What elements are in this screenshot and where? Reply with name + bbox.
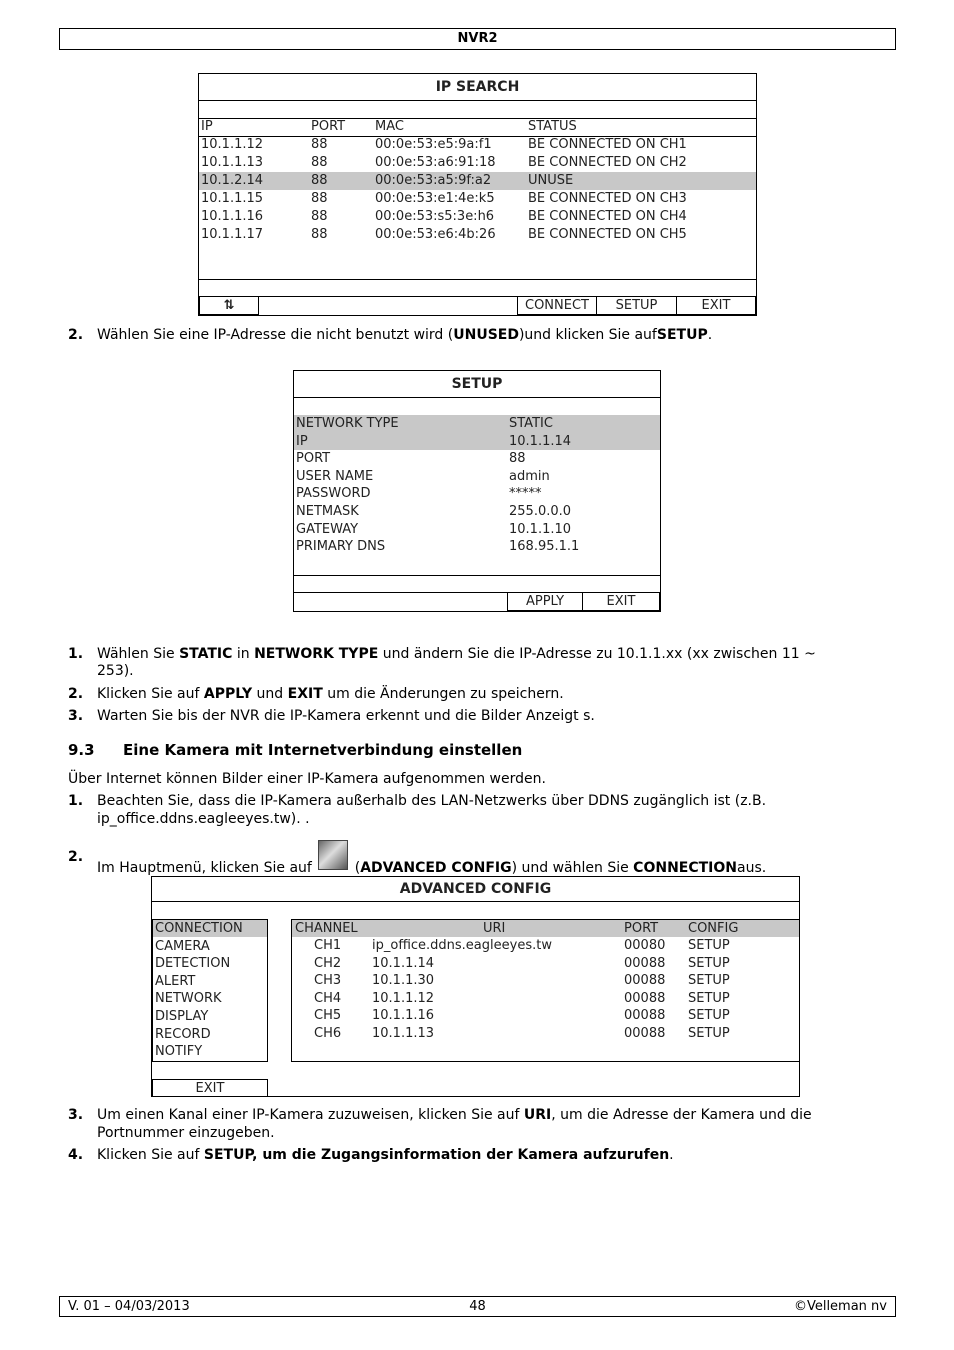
footer-version: V. 01 – 04/03/2013 (68, 1299, 190, 1314)
setup-row[interactable] (294, 468, 660, 486)
channel-row[interactable] (292, 955, 799, 973)
ip-row-status: BE CONNECTED ON CH2 (528, 155, 687, 170)
ip-search-title: IP SEARCH (435, 79, 520, 95)
col-header-port: PORT (311, 119, 346, 134)
channel-row[interactable] (292, 990, 799, 1008)
channel-row[interactable] (292, 937, 799, 955)
menu-item-notify[interactable]: NOTIFY (155, 1044, 203, 1060)
advanced-config-title: ADVANCED CONFIG (399, 881, 552, 897)
ip-search-row[interactable] (199, 208, 756, 226)
setup-row-value: 88 (509, 451, 526, 467)
page-footer (59, 1296, 896, 1317)
header-title: NVR2 (457, 31, 498, 46)
ip-row-port: 88 (311, 227, 328, 242)
col-header-port: PORT (624, 921, 659, 936)
ip-row-status: BE CONNECTED ON CH3 (528, 191, 687, 206)
section-title: Eine Kamera mit Internetverbindung einstellen (123, 741, 523, 759)
setup-row[interactable] (294, 415, 660, 433)
col-header-ip: IP (201, 119, 213, 134)
ip-search-row[interactable] (199, 172, 756, 190)
advanced-menu (152, 919, 268, 1062)
ip-search-row[interactable] (199, 154, 756, 172)
channel-table (291, 919, 800, 1062)
step-d3-text-line2: Portnummer einzugeben. (97, 1125, 275, 1141)
setup-row-value: 10.1.1.14 (509, 433, 572, 449)
ip-row-mac: 00:0e:53:e5:9a:f1 (375, 137, 492, 152)
setup-title: SETUP (451, 376, 503, 392)
col-header-mac: MAC (375, 119, 404, 134)
channel-row-config[interactable]: SETUP (688, 973, 730, 989)
ip-search-row[interactable] (199, 190, 756, 208)
channel-row-config[interactable]: SETUP (688, 938, 730, 953)
menu-item-detection[interactable]: DETECTION (155, 956, 231, 972)
channel-row[interactable] (292, 1007, 799, 1025)
setup-row[interactable] (294, 521, 660, 539)
ip-row-ip: 10.1.1.13 (201, 155, 264, 170)
ip-search-panel (198, 73, 757, 316)
channel-row-channel: CH1 (314, 938, 342, 953)
setup-button[interactable]: SETUP (596, 296, 677, 315)
col-header-config: CONFIG (688, 921, 739, 936)
step-b2-number: 2. (68, 686, 84, 702)
channel-row-uri[interactable]: 10.1.1.14 (372, 955, 435, 971)
channel-row-uri[interactable]: 10.1.1.13 (372, 1026, 435, 1041)
channel-row-channel: CH2 (314, 955, 342, 971)
step-b1-text: Wählen Sie STATIC in NETWORK TYPE und ändern Sie die IP-Adresse zu 10.1.1.xx (xx zwischen 11 ~ (97, 646, 816, 662)
ip-search-row[interactable] (199, 226, 756, 244)
ip-row-mac: 00:0e:53:a5:9f:a2 (375, 173, 492, 188)
step-c1-text-line2: ip_office.ddns.eagleeyes.tw). . (97, 811, 310, 827)
setup-row-label: USER NAME (296, 468, 374, 484)
setup-row-value: ***** (509, 486, 542, 502)
ip-row-port: 88 (311, 173, 328, 188)
ip-row-status: BE CONNECTED ON CH4 (528, 209, 687, 224)
ip-row-status: BE CONNECTED ON CH1 (528, 137, 687, 152)
channel-row-uri[interactable]: 10.1.1.16 (372, 1008, 435, 1024)
channel-row-config[interactable]: SETUP (688, 955, 730, 971)
menu-item-display[interactable]: DISPLAY (155, 1009, 209, 1024)
setup-row-value: 255.0.0.0 (509, 504, 572, 519)
ip-row-port: 88 (311, 191, 328, 206)
footer-page-number: 48 (469, 1299, 486, 1314)
ip-row-ip: 10.1.1.16 (201, 209, 264, 224)
ip-row-port: 88 (311, 155, 328, 170)
channel-row[interactable] (292, 972, 799, 990)
setup-row[interactable] (294, 485, 660, 503)
step-d3-text: Um einen Kanal einer IP-Kamera zuzuweisen, klicken Sie auf URI, um die Adresse der Kamera und die (97, 1107, 812, 1123)
channel-row-channel: CH3 (314, 973, 342, 989)
channel-row-port: 00088 (624, 973, 666, 989)
step-d3-number: 3. (68, 1107, 84, 1123)
footer-copyright: ©Velleman nv (793, 1299, 887, 1314)
channel-row-uri[interactable]: 10.1.1.30 (372, 973, 435, 989)
menu-item-connection[interactable]: CONNECTION (155, 921, 243, 936)
step-a-text: Wählen Sie eine IP-Adresse die nicht benutzt wird (UNUSED)und klicken Sie aufSETUP. (97, 327, 713, 343)
setup-row-label: GATEWAY (296, 521, 359, 537)
ip-search-row[interactable] (199, 136, 756, 154)
ip-row-ip: 10.1.2.14 (201, 173, 264, 188)
section-number: 9.3 (68, 741, 95, 759)
channel-row-channel: CH5 (314, 1008, 342, 1024)
setup-row[interactable] (294, 450, 660, 468)
step-c1-text: Beachten Sie, dass die IP-Kamera außerhalb des LAN-Netzwerks über DDNS zugänglich ist (z.B. (97, 793, 767, 809)
channel-row-config[interactable]: SETUP (688, 1026, 730, 1041)
setup-row[interactable] (294, 433, 660, 451)
setup-panel (293, 370, 661, 612)
ip-row-port: 88 (311, 137, 328, 152)
step-b3-number: 3. (68, 708, 84, 724)
setup-row-value: STATIC (509, 416, 553, 431)
ip-row-ip: 10.1.1.15 (201, 191, 264, 206)
ip-row-mac: 00:0e:53:e6:4b:26 (375, 227, 496, 242)
channel-row-channel: CH6 (314, 1026, 342, 1041)
connect-button[interactable]: CONNECT (517, 296, 597, 315)
channel-row-config[interactable]: SETUP (688, 1008, 730, 1024)
channel-row-port: 00088 (624, 1026, 666, 1041)
ip-row-port: 88 (311, 209, 328, 224)
ip-row-ip: 10.1.1.12 (201, 137, 264, 152)
step-c2-text: Im Hauptmenü, klicken Sie auf (ADVANCED CONFIG) und wählen Sie CONNECTIONaus. (97, 848, 766, 878)
ip-row-status: UNUSE (528, 173, 574, 188)
channel-row-port: 00088 (624, 1008, 666, 1024)
step-d4-number: 4. (68, 1147, 84, 1163)
ip-row-status: BE CONNECTED ON CH5 (528, 227, 687, 242)
step-a-number: 2. (68, 327, 84, 343)
channel-row-channel: CH4 (314, 990, 342, 1006)
setup-row-label: PASSWORD (296, 486, 371, 502)
setup-row-value: 10.1.1.10 (509, 521, 572, 537)
ip-row-ip: 10.1.1.17 (201, 227, 264, 242)
step-c1-number: 1. (68, 793, 84, 809)
channel-row[interactable] (292, 1025, 799, 1043)
refresh-button[interactable] (199, 296, 259, 315)
menu-item-camera[interactable]: CAMERA (155, 938, 210, 954)
step-b3-text: Warten Sie bis der NVR die IP-Kamera erkennt und die Bilder Anzeigt s. (97, 708, 595, 724)
ip-row-mac: 00:0e:53:e1:4e:k5 (375, 191, 495, 206)
setup-row[interactable] (294, 538, 660, 556)
channel-row-port: 00080 (624, 938, 666, 953)
col-header-uri: URI (483, 921, 506, 936)
channel-row-config[interactable]: SETUP (688, 990, 730, 1006)
channel-row-port: 00088 (624, 955, 666, 971)
step-d4-text: Klicken Sie auf SETUP, um die Zugangsinformation der Kamera aufzurufen. (97, 1147, 674, 1163)
menu-item-network[interactable]: NETWORK (155, 991, 222, 1007)
step-b1-text-line2: 253). (97, 663, 134, 679)
apply-button[interactable]: APPLY (507, 592, 583, 611)
step-c2-number: 2. (68, 849, 84, 865)
setup-row-label: NETWORK TYPE (296, 416, 399, 431)
menu-item-record[interactable]: RECORD (155, 1026, 211, 1042)
channel-row-uri[interactable]: ip_office.ddns.eagleeyes.tw (372, 938, 552, 953)
ip-row-mac: 00:0e:53:a6:91:18 (375, 155, 496, 170)
advanced-exit-button[interactable]: EXIT (152, 1079, 268, 1096)
refresh-icon: ⇅ (223, 298, 235, 313)
advanced-config-icon (318, 840, 348, 870)
channel-row-port: 00088 (624, 990, 666, 1006)
setup-row[interactable] (294, 503, 660, 521)
setup-row-label: NETMASK (296, 504, 359, 519)
page-header (59, 28, 896, 50)
setup-row-label: IP (296, 433, 308, 449)
exit-button[interactable]: EXIT (676, 296, 756, 315)
channel-row-uri[interactable]: 10.1.1.12 (372, 990, 435, 1006)
menu-item-alert[interactable]: ALERT (155, 973, 196, 989)
setup-row-value: admin (509, 468, 550, 484)
step-b1-number: 1. (68, 646, 84, 662)
advanced-config-panel (151, 876, 800, 1097)
setup-exit-button[interactable]: EXIT (582, 592, 660, 611)
ip-row-mac: 00:0e:53:s5:3e:h6 (375, 209, 495, 224)
setup-row-value: 168.95.1.1 (509, 539, 580, 555)
setup-row-label: PORT (296, 451, 331, 467)
intro-text: Über Internet können Bilder einer IP-Kamera aufgenommen werden. (68, 771, 546, 787)
col-header-channel: CHANNEL (295, 921, 358, 936)
col-header-status: STATUS (528, 119, 577, 134)
step-b2-text: Klicken Sie auf APPLY und EXIT um die Änderungen zu speichern. (97, 686, 564, 702)
setup-row-label: PRIMARY DNS (296, 539, 386, 555)
